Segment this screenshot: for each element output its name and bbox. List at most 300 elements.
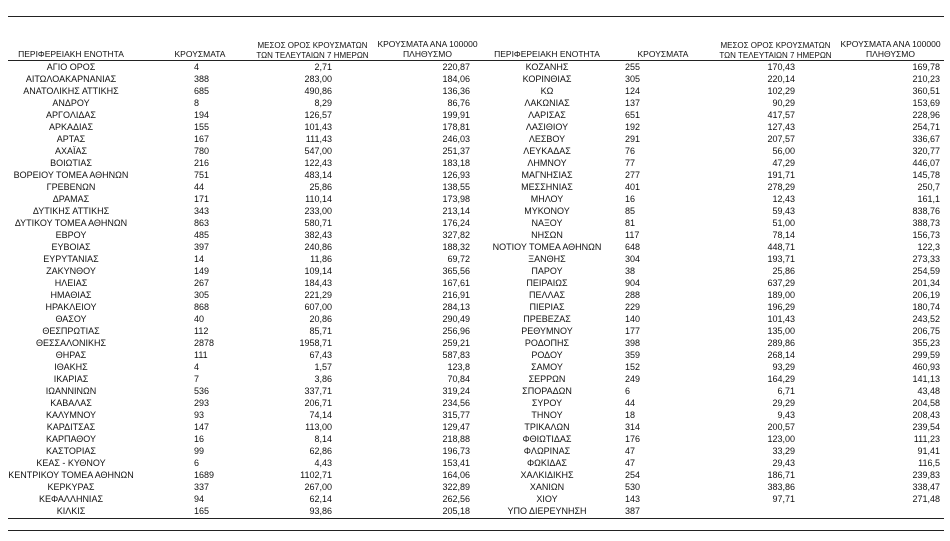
rate-header-right-line1: ΚΡΟΥΣΜΑΤΑ ΑΝΑ 100000 (840, 39, 941, 49)
region-cell: ΡΟΔΟΠΗΣ (524, 338, 570, 348)
region-cell: ΒΟΡΕΙΟΥ ΤΟΜΕΑ ΑΘΗΝΩΝ (13, 170, 129, 180)
avg-cell: 8,29 (314, 98, 332, 108)
cases-cell: 192 (625, 122, 641, 132)
avg-cell: 113,00 (305, 422, 332, 432)
avg-cell: 29,43 (772, 458, 795, 468)
region-cell: ΛΑΡΙΣΑΣ (528, 110, 566, 120)
region-cell: ΦΛΩΡΙΝΑΣ (523, 446, 571, 456)
cases-cell: 304 (625, 254, 641, 264)
cases-cell: 4 (194, 362, 200, 372)
region-cell: ΦΘΙΩΤΙΔΑΣ (522, 434, 572, 444)
cases-cell: 904 (625, 278, 641, 288)
avg-cell: 29,29 (772, 398, 795, 408)
cases-cell: 291 (625, 134, 641, 144)
avg-cell: 101,43 (304, 122, 332, 132)
rate-cell: 446,07 (912, 158, 940, 168)
region-cell: ΒΟΙΩΤΙΑΣ (50, 158, 92, 168)
avg-cell: 6,71 (777, 386, 795, 396)
region-cell: ΣΠΟΡΑΔΩΝ (522, 386, 572, 396)
avg-cell: 186,71 (767, 470, 795, 480)
rate-cell: 153,41 (442, 458, 470, 468)
region-cell: ΚΑΛΥΜΝΟΥ (45, 410, 97, 420)
cases-cell: 176 (625, 434, 641, 444)
rate-cell: 176,24 (442, 218, 470, 228)
rate-cell: 199,91 (442, 110, 470, 120)
rate-cell: 196,73 (442, 446, 470, 456)
region-cell: ΑΓΙΟ ΟΡΟΣ (46, 62, 96, 72)
cases-cell: 152 (625, 362, 641, 372)
rate-cell: 208,43 (912, 410, 940, 420)
rate-cell: 116,5 (918, 458, 940, 468)
avg-cell: 93,29 (772, 362, 795, 372)
cases-cell: 7 (194, 374, 200, 384)
region-cell: ΚΙΛΚΙΣ (56, 506, 86, 516)
rate-cell: 136,36 (442, 86, 470, 96)
cases-cell: 229 (625, 302, 641, 312)
avg-cell: 78,14 (772, 230, 795, 240)
region-cell: ΚΟΖΑΝΗΣ (525, 62, 569, 72)
avg-cell: 126,57 (304, 110, 332, 120)
region-cell: ΚΕΡΚΥΡΑΣ (47, 482, 95, 492)
cases-cell: 111 (194, 350, 208, 360)
region-cell: ΘΕΣΣΑΛΟΝΙΚΗΣ (35, 338, 107, 348)
region-cell: ΚΑΒΑΛΑΣ (50, 398, 92, 408)
cases-cell: 38 (625, 266, 636, 276)
avg-cell: 74,14 (309, 410, 332, 420)
cases-cell: 388 (194, 74, 210, 84)
avg-cell: 110,14 (305, 194, 332, 204)
rate-cell: 365,56 (442, 266, 470, 276)
avg-cell: 483,14 (304, 170, 332, 180)
region-cell: ΛΕΥΚΑΔΑΣ (523, 146, 571, 156)
avg-cell: 25,86 (309, 182, 332, 192)
avg-cell: 109,14 (304, 266, 332, 276)
cases-cell: 149 (194, 266, 210, 276)
region-cell: ΑΝΑΤΟΛΙΚΗΣ ΑΤΤΙΚΗΣ (23, 86, 119, 96)
rate-cell: 91,41 (917, 446, 940, 456)
cases-cell: 387 (625, 506, 641, 516)
region-cell: ΙΘΑΚΗΣ (54, 362, 88, 372)
region-cell: ΜΕΣΣΗΝΙΑΣ (521, 182, 573, 192)
region-cell: ΗΡΑΚΛΕΙΟΥ (45, 302, 97, 312)
region-cell: ΛΑΚΩΝΙΑΣ (524, 98, 570, 108)
region-cell: ΑΡΓΟΛΙΔΑΣ (46, 110, 96, 120)
rate-cell: 243,52 (912, 314, 940, 324)
avg-cell: 417,57 (767, 110, 795, 120)
avg-cell: 56,00 (772, 146, 795, 156)
avg-header-line1: ΜΕΣΟΣ ΟΡΟΣ ΚΡΟΥΣΜΑΤΩΝ (257, 41, 368, 50)
region-cell: ΣΕΡΡΩΝ (528, 374, 566, 384)
rate-cell: 271,48 (912, 494, 940, 504)
cases-cell: 277 (625, 170, 641, 180)
avg-cell: 382,43 (304, 230, 332, 240)
rate-header-line2: ΠΛΗΘΥΣΜΟ (403, 49, 452, 59)
region-cell: ΚΑΣΤΟΡΙΑΣ (46, 446, 96, 456)
cases-cell: 6 (625, 386, 631, 396)
region-cell: ΑΧΑΪΑΣ (54, 146, 88, 156)
avg-cell: 20,86 (309, 314, 332, 324)
rate-cell: 204,58 (912, 398, 940, 408)
rate-cell: 320,77 (912, 146, 940, 156)
rate-cell: 290,49 (442, 314, 470, 324)
cases-cell: 648 (625, 242, 641, 252)
cases-cell: 81 (625, 218, 636, 228)
avg-cell: 101,43 (767, 314, 795, 324)
cases-cell: 651 (625, 110, 641, 120)
rate-cell: 216,91 (442, 290, 470, 300)
avg-cell: 289,86 (767, 338, 795, 348)
region-cell: ΔΡΑΜΑΣ (52, 194, 90, 204)
avg-cell: 221,29 (304, 290, 332, 300)
rate-cell: 123,8 (447, 362, 470, 372)
cases-header-right: ΚΡΟΥΣΜΑΤΑ (637, 49, 689, 59)
region-cell: ΡΟΔΟΥ (531, 350, 563, 360)
avg-cell: 47,29 (772, 158, 795, 168)
bottom-rule (8, 530, 944, 531)
avg-cell: 337,71 (304, 386, 332, 396)
rate-cell: 213,14 (442, 206, 470, 216)
region-cell: ΣΥΡΟΥ (531, 398, 563, 408)
region-cell: ΚΟΡΙΝΘΙΑΣ (522, 74, 572, 84)
avg-cell: 51,00 (772, 218, 795, 228)
cases-cell: 868 (194, 302, 210, 312)
cases-cell: 305 (194, 290, 210, 300)
avg-cell: 9,43 (777, 410, 795, 420)
region-cell: ΠΡΕΒΕΖΑΣ (523, 314, 571, 324)
avg-cell: 233,00 (304, 206, 332, 216)
cases-cell: 249 (625, 374, 641, 384)
avg-cell: 62,86 (309, 446, 332, 456)
header-rule (8, 60, 944, 61)
rate-cell: 388,73 (912, 218, 940, 228)
cases-cell: 397 (194, 242, 210, 252)
cases-cell: 536 (194, 386, 210, 396)
region-cell: ΤΡΙΚΑΛΩΝ (524, 422, 570, 432)
region-header: ΠΕΡΙΦΕΡΕΙΑΚΗ ΕΝΟΤΗΤΑ (18, 49, 124, 59)
region-cell: ΥΠΟ ΔΙΕΡΕΥΝΗΣΗ (507, 506, 587, 516)
avg-cell: 196,29 (767, 302, 795, 312)
rate-cell: 206,19 (912, 290, 940, 300)
cases-cell: 77 (625, 158, 636, 168)
region-cell: ΤΗΝΟΥ (531, 410, 563, 420)
avg-cell: 1958,71 (299, 338, 332, 348)
cases-cell: 99 (194, 446, 205, 456)
cases-cell: 171 (194, 194, 210, 204)
region-cell: ΠΕΙΡΑΙΩΣ (526, 278, 568, 288)
rate-cell: 156,73 (912, 230, 940, 240)
rate-cell: 239,54 (912, 422, 940, 432)
rate-cell: 70,84 (447, 374, 470, 384)
region-cell: ΑΝΔΡΟΥ (52, 98, 90, 108)
avg-cell: 12,43 (772, 194, 795, 204)
region-cell: ΡΕΘΥΜΝΟΥ (521, 326, 573, 336)
rate-cell: 218,88 (442, 434, 470, 444)
region-cell: ΦΩΚΙΔΑΣ (527, 458, 567, 468)
cases-cell: 93 (194, 410, 205, 420)
avg-cell: 637,29 (767, 278, 795, 288)
cases-cell: 343 (194, 206, 210, 216)
cases-cell: 44 (194, 182, 205, 192)
avg-cell: 85,71 (309, 326, 332, 336)
rate-cell: 262,56 (442, 494, 470, 504)
region-cell: ΑΡΤΑΣ (56, 134, 86, 144)
rate-cell: 126,93 (442, 170, 470, 180)
rate-cell: 86,76 (447, 98, 470, 108)
cases-cell: 140 (625, 314, 641, 324)
region-cell: ΑΙΤΩΛΟΑΚΑΡΝΑΝΙΑΣ (25, 74, 117, 84)
rate-cell: 169,78 (912, 62, 940, 72)
cases-cell: 6 (194, 458, 200, 468)
rate-cell: 69,72 (447, 254, 470, 264)
rate-cell: 138,55 (442, 182, 470, 192)
cases-cell: 530 (625, 482, 641, 492)
cases-cell: 337 (194, 482, 210, 492)
rate-cell: 256,96 (442, 326, 470, 336)
cases-cell: 155 (194, 122, 210, 132)
rate-cell: 336,67 (912, 134, 940, 144)
rate-cell: 322,89 (442, 482, 470, 492)
cases-cell: 1689 (194, 470, 215, 480)
rate-cell: 239,83 (912, 470, 940, 480)
region-cell: ΧΙΟΥ (536, 494, 558, 504)
rate-cell: 180,74 (912, 302, 940, 312)
cases-cell: 305 (625, 74, 641, 84)
cases-cell: 216 (194, 158, 210, 168)
avg-cell: 191,71 (767, 170, 795, 180)
cases-cell: 267 (194, 278, 210, 288)
avg-cell: 383,86 (767, 482, 795, 492)
region-cell: ΠΙΕΡΙΑΣ (529, 302, 565, 312)
cases-header: ΚΡΟΥΣΜΑΤΑ (174, 49, 226, 59)
cases-cell: 112 (194, 326, 209, 336)
cases-cell: 47 (625, 458, 636, 468)
avg-cell: 97,71 (772, 494, 795, 504)
rate-cell: 254,59 (912, 266, 940, 276)
region-cell: ΕΒΡΟΥ (55, 230, 87, 240)
region-cell: ΜΥΚΟΝΟΥ (524, 206, 570, 216)
avg-cell: 127,43 (767, 122, 795, 132)
region-cell: ΠΕΛΛΑΣ (528, 290, 566, 300)
avg-cell: 580,71 (304, 218, 332, 228)
rate-cell: 206,75 (912, 326, 940, 336)
avg-cell: 268,14 (767, 350, 795, 360)
region-cell: ΚΩ (540, 86, 554, 96)
region-cell: ΧΑΛΚΙΔΙΚΗΣ (520, 470, 574, 480)
cases-cell: 401 (625, 182, 641, 192)
avg-header-right-line1: ΜΕΣΟΣ ΟΡΟΣ ΚΡΟΥΣΜΑΤΩΝ (720, 41, 831, 50)
avg-cell: 135,00 (767, 326, 795, 336)
rate-cell: 360,51 (912, 86, 940, 96)
rate-cell: 460,93 (912, 362, 940, 372)
cases-cell: 751 (194, 170, 210, 180)
region-cell: ΘΑΣΟΥ (55, 314, 87, 324)
avg-cell: 62,14 (309, 494, 332, 504)
region-cell: ΛΑΣΙΘΙΟΥ (525, 122, 569, 132)
region-cell: ΕΥΡΥΤΑΝΙΑΣ (43, 254, 99, 264)
avg-cell: 220,14 (767, 74, 795, 84)
rate-cell: 153,69 (912, 98, 940, 108)
region-cell: ΧΑΝΙΩΝ (529, 482, 565, 492)
cases-cell: 16 (194, 434, 205, 444)
cases-cell: 16 (625, 194, 636, 204)
region-cell: ΚΑΡΠΑΘΟΥ (45, 434, 97, 444)
region-cell: ΝΟΤΙΟΥ ΤΟΜΕΑ ΑΘΗΝΩΝ (492, 242, 602, 252)
cases-cell: 2878 (194, 338, 215, 348)
cases-cell: 255 (625, 62, 641, 72)
cases-cell: 137 (625, 98, 641, 108)
region-cell: ΝΑΞΟΥ (531, 218, 563, 228)
cases-cell: 288 (625, 290, 641, 300)
rate-cell: 299,59 (912, 350, 940, 360)
rate-header-right-line2: ΠΛΗΘΥΣΜΟ (866, 49, 915, 59)
rate-cell: 220,87 (442, 62, 470, 72)
cases-cell: 177 (625, 326, 641, 336)
cases-cell: 40 (194, 314, 205, 324)
cases-cell: 147 (194, 422, 210, 432)
avg-cell: 490,86 (304, 86, 332, 96)
region-cell: ΛΕΣΒΟΥ (528, 134, 566, 144)
cases-cell: 124 (625, 86, 641, 96)
cases-cell: 18 (625, 410, 636, 420)
rate-cell: 173,98 (442, 194, 470, 204)
avg-cell: 278,29 (767, 182, 795, 192)
rate-cell: 129,47 (442, 422, 470, 432)
region-cell: ΜΗΛΟΥ (530, 194, 564, 204)
rate-cell: 205,18 (442, 506, 470, 516)
cases-cell: 780 (194, 146, 210, 156)
region-cell: ΞΑΝΘΗΣ (528, 254, 566, 264)
region-cell: ΔΥΤΙΚΗΣ ΑΤΤΙΚΗΣ (32, 206, 110, 216)
cases-cell: 398 (625, 338, 641, 348)
cases-cell: 14 (194, 254, 205, 264)
avg-cell: 25,86 (772, 266, 795, 276)
rate-cell: 188,32 (442, 242, 470, 252)
cases-cell: 314 (625, 422, 641, 432)
avg-cell: 193,71 (767, 254, 795, 264)
rate-cell: 161,1 (917, 194, 940, 204)
cases-cell: 485 (194, 230, 210, 240)
region-cell: ΘΕΣΠΡΩΤΙΑΣ (42, 326, 100, 336)
rate-header-line1: ΚΡΟΥΣΜΑΤΑ ΑΝΑ 100000 (377, 39, 478, 49)
region-cell: ΓΡΕΒΕΝΩΝ (46, 182, 96, 192)
avg-cell: 207,57 (767, 134, 795, 144)
avg-cell: 11,86 (310, 254, 332, 264)
cases-cell: 293 (194, 398, 210, 408)
avg-header-line2: ΤΩΝ ΤΕΛΕΥΤΑΙΩΝ 7 ΗΜΕΡΩΝ (256, 51, 369, 60)
avg-cell: 267,00 (304, 482, 332, 492)
rate-cell: 587,83 (442, 350, 470, 360)
avg-cell: 102,29 (767, 86, 795, 96)
cases-cell: 8 (194, 98, 200, 108)
rate-cell: 319,24 (442, 386, 470, 396)
avg-cell: 3,86 (314, 374, 332, 384)
rate-cell: 234,56 (442, 398, 470, 408)
cases-cell: 194 (194, 110, 210, 120)
avg-cell: 4,43 (314, 458, 332, 468)
cases-cell: 359 (625, 350, 641, 360)
region-cell: ΠΑΡΟΥ (531, 266, 563, 276)
rate-cell: 254,71 (912, 122, 940, 132)
region-cell: ΚΑΡΔΙΤΣΑΣ (46, 422, 96, 432)
avg-cell: 93,86 (309, 506, 332, 516)
rate-cell: 122,3 (917, 242, 940, 252)
region-cell: ΗΜΑΘΙΑΣ (50, 290, 92, 300)
cases-cell: 685 (194, 86, 210, 96)
avg-cell: 283,00 (304, 74, 332, 84)
avg-cell: 189,00 (767, 290, 795, 300)
region-cell: ΜΑΓΝΗΣΙΑΣ (521, 170, 573, 180)
avg-cell: 1,57 (314, 362, 332, 372)
footer-rule (8, 518, 944, 519)
rate-cell: 273,33 (912, 254, 940, 264)
cases-cell: 254 (625, 470, 641, 480)
avg-cell: 1102,71 (300, 470, 332, 480)
region-header-right: ΠΕΡΙΦΕΡΕΙΑΚΗ ΕΝΟΤΗΤΑ (494, 49, 600, 59)
region-cell: ΚΕΝΤΡΙΚΟΥ ΤΟΜΕΑ ΑΘΗΝΩΝ (8, 470, 134, 480)
rate-cell: 338,47 (912, 482, 940, 492)
avg-cell: 123,00 (767, 434, 795, 444)
rate-cell: 43,48 (917, 386, 940, 396)
rate-cell: 259,21 (442, 338, 470, 348)
region-cell: ΚΕΦΑΛΛΗΝΙΑΣ (38, 494, 104, 504)
rate-cell: 251,37 (442, 146, 470, 156)
region-cell: ΘΗΡΑΣ (55, 350, 87, 360)
rate-cell: 250,7 (917, 182, 940, 192)
region-cell: ΣΑΜΟΥ (531, 362, 563, 372)
cases-cell: 165 (194, 506, 210, 516)
region-cell: ΑΡΚΑΔΙΑΣ (48, 122, 94, 132)
cases-cell: 863 (194, 218, 210, 228)
cases-cell: 167 (194, 134, 210, 144)
rate-cell: 355,23 (912, 338, 940, 348)
rate-cell: 141,13 (912, 374, 940, 384)
avg-cell: 240,86 (304, 242, 332, 252)
avg-cell: 164,29 (767, 374, 795, 384)
region-cell: ΙΚΑΡΙΑΣ (53, 374, 89, 384)
cases-cell: 47 (625, 446, 636, 456)
rate-cell: 111,23 (913, 434, 940, 444)
top-rule (8, 16, 944, 17)
avg-cell: 90,29 (772, 98, 795, 108)
rate-cell: 838,76 (912, 206, 940, 216)
avg-cell: 122,43 (304, 158, 332, 168)
rate-cell: 327,82 (442, 230, 470, 240)
cases-cell: 44 (625, 398, 636, 408)
avg-cell: 170,43 (767, 62, 795, 72)
rate-cell: 201,34 (912, 278, 940, 288)
region-cell: ΗΛΕΙΑΣ (54, 278, 88, 288)
cases-cell: 4 (194, 62, 200, 72)
avg-cell: 33,29 (772, 446, 795, 456)
rate-cell: 145,78 (912, 170, 940, 180)
region-cell: ΚΕΑΣ - ΚΥΘΝΟΥ (36, 458, 106, 468)
avg-cell: 59,43 (772, 206, 795, 216)
avg-header-right-line2: ΤΩΝ ΤΕΛΕΥΤΑΙΩΝ 7 ΗΜΕΡΩΝ (719, 51, 832, 60)
avg-cell: 8,14 (314, 434, 332, 444)
cases-cell: 94 (194, 494, 205, 504)
avg-cell: 448,71 (767, 242, 795, 252)
avg-cell: 607,00 (304, 302, 332, 312)
avg-cell: 547,00 (304, 146, 332, 156)
cases-cell: 76 (625, 146, 636, 156)
region-cell: ΔΥΤΙΚΟΥ ΤΟΜΕΑ ΑΘΗΝΩΝ (14, 218, 128, 228)
rate-cell: 228,96 (912, 110, 940, 120)
region-cell: ΝΗΣΩΝ (531, 230, 563, 240)
rate-cell: 184,06 (442, 74, 470, 84)
avg-cell: 184,43 (304, 278, 332, 288)
rate-cell: 178,81 (442, 122, 470, 132)
rate-cell: 210,23 (912, 74, 940, 84)
